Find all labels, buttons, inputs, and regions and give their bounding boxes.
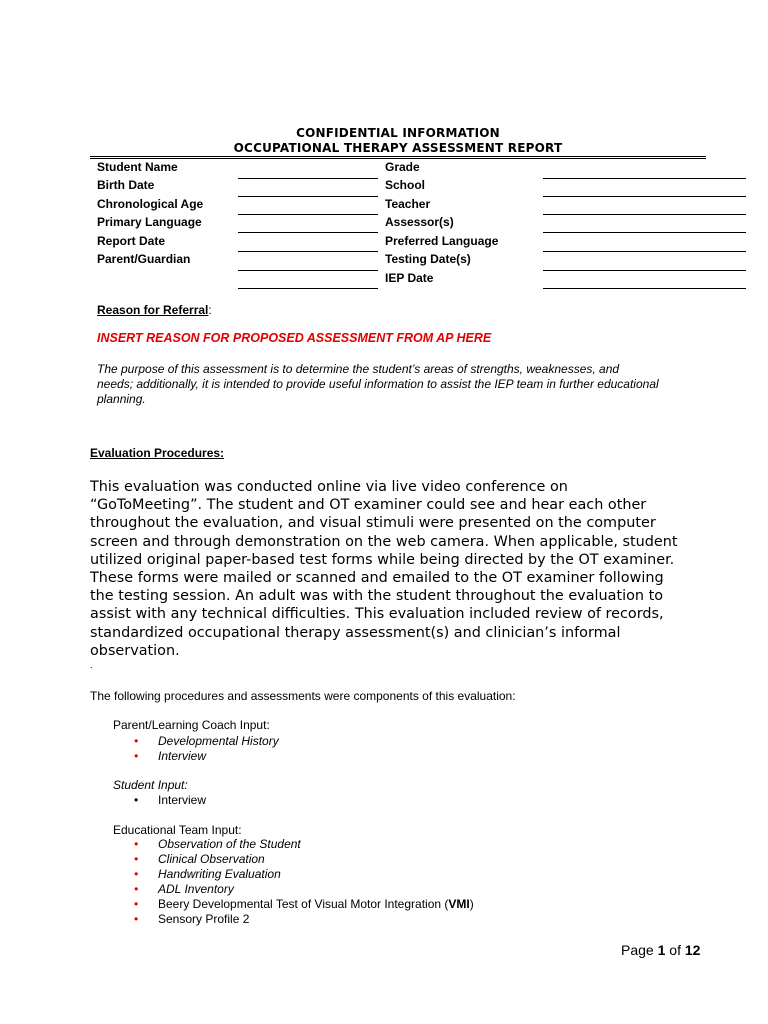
field-line-iep-date[interactable]	[543, 288, 746, 289]
field-line-testing-dates[interactable]	[543, 270, 746, 271]
list-item: • Observation of the Student	[134, 837, 301, 851]
team-input-title: Educational Team Input:	[113, 823, 242, 837]
evaluation-line: utilized original paper-based test forms while being directed by the OT examiner.	[90, 551, 675, 568]
field-label-preferred-language: Preferred Language	[385, 234, 499, 248]
field-label-parent-guardian: Parent/Guardian	[97, 252, 191, 266]
report-title: OCCUPATIONAL THERAPY ASSESSMENT REPORT	[233, 141, 563, 155]
evaluation-line: This evaluation was conducted online via live video conference on	[90, 479, 568, 495]
evaluation-line: “GoToMeeting”. The student and OT examiner could see and hear each other	[90, 497, 647, 514]
list-item: • Sensory Profile 2	[134, 912, 250, 926]
evaluation-line: the testing session. An adult was with the student throughout the evaluation to	[90, 588, 664, 605]
field-line-chronological-age[interactable]	[238, 214, 378, 215]
referral-heading-row	[97, 303, 212, 317]
field-label-report-date: Report Date	[97, 234, 166, 248]
field-line-parent-guardian[interactable]	[238, 270, 378, 271]
field-label-iep-date: IEP Date	[385, 271, 434, 285]
bullet-icon: •	[134, 734, 139, 748]
field-label-teacher: Teacher	[385, 197, 431, 211]
bullet-icon: •	[134, 867, 139, 881]
bullet-icon: •	[134, 882, 139, 896]
field-label-grade: Grade	[385, 160, 420, 174]
referral-purpose-line: planning.	[97, 392, 146, 406]
field-line-teacher[interactable]	[543, 214, 746, 215]
list-item: • ADL Inventory	[134, 882, 234, 896]
evaluation-line: assist with any technical difficulties. This evaluation included review of records,	[90, 606, 664, 623]
list-item: • Clinical Observation	[134, 852, 265, 866]
report-confidential-title: CONFIDENTIAL INFORMATION	[296, 126, 500, 140]
field-line-grade[interactable]	[543, 178, 746, 179]
evaluation-line: observation.	[90, 642, 180, 659]
field-label-assessors: Assessor(s)	[385, 215, 454, 229]
evaluation-line: standardized occupational therapy assessment(s) and clinician’s informal	[90, 624, 621, 641]
header-rule-top	[90, 156, 706, 157]
field-label-student-name: Student Name	[97, 160, 178, 174]
evaluation-heading: Evaluation Procedures:	[90, 446, 225, 460]
referral-purpose	[97, 362, 707, 407]
stray-period: .	[90, 660, 93, 670]
list-item: • Interview	[134, 749, 207, 763]
field-label-school: School	[385, 178, 426, 192]
bullet-icon: •	[134, 837, 139, 851]
vmi-abbrev: VMI	[448, 897, 470, 911]
page-number: Page 1 of 12	[621, 942, 701, 958]
field-line-extra[interactable]	[238, 288, 378, 289]
field-line-student-name[interactable]	[238, 178, 378, 179]
team-input-list	[112, 837, 474, 927]
field-label-testing-dates: Testing Date(s)	[385, 252, 471, 266]
list-item: • Handwriting Evaluation	[134, 867, 281, 881]
student-input-title: Student Input:	[113, 778, 188, 792]
list-item: • Developmental History	[134, 734, 279, 748]
field-line-report-date[interactable]	[238, 251, 378, 252]
field-line-preferred-language[interactable]	[543, 251, 746, 252]
bullet-icon: •	[134, 749, 139, 763]
evaluation-line: screen and through demonstration on the web camera. When applicable, student	[90, 533, 678, 550]
bullet-icon: •	[134, 793, 139, 807]
field-line-assessors[interactable]	[543, 232, 746, 233]
evaluation-line: These forms were mailed or scanned and emailed to the OT examiner following	[90, 570, 664, 587]
field-line-primary-language[interactable]	[238, 232, 378, 233]
bullet-icon: •	[134, 912, 139, 926]
referral-heading-colon: :	[208, 303, 212, 317]
student-input-list	[112, 793, 206, 808]
list-item: • Interview	[134, 793, 207, 807]
parent-input-list	[112, 734, 279, 764]
referral-purpose-line: The purpose of this assessment is to determine the student’s areas of strengths, weaknesses, and	[97, 362, 620, 376]
header-rule-bottom	[90, 158, 706, 159]
field-line-school[interactable]	[543, 196, 746, 197]
field-label-birth-date: Birth Date	[97, 178, 155, 192]
referral-purpose-line: needs; additionally, it is intended to provide useful information to assist the IEP team in further educational	[97, 377, 659, 391]
field-label-chronological-age: Chronological Age	[97, 197, 204, 211]
list-item: • Beery Developmental Test of Visual Motor Integration (VMI)	[134, 897, 474, 911]
field-line-birth-date[interactable]	[238, 196, 378, 197]
referral-placeholder: INSERT REASON FOR PROPOSED ASSESSMENT FROM AP HERE	[97, 331, 492, 345]
evaluation-paragraph	[90, 478, 730, 660]
field-label-primary-language: Primary Language	[97, 215, 202, 229]
evaluation-line: throughout the evaluation, and visual stimuli were presented on the computer	[90, 515, 656, 532]
bullet-icon: •	[134, 852, 139, 866]
referral-heading: Reason for Referral	[97, 303, 209, 317]
parent-input-title: Parent/Learning Coach Input:	[113, 718, 270, 732]
bullet-icon: •	[134, 897, 139, 911]
components-intro: The following procedures and assessments were components of this evaluation:	[90, 689, 516, 703]
